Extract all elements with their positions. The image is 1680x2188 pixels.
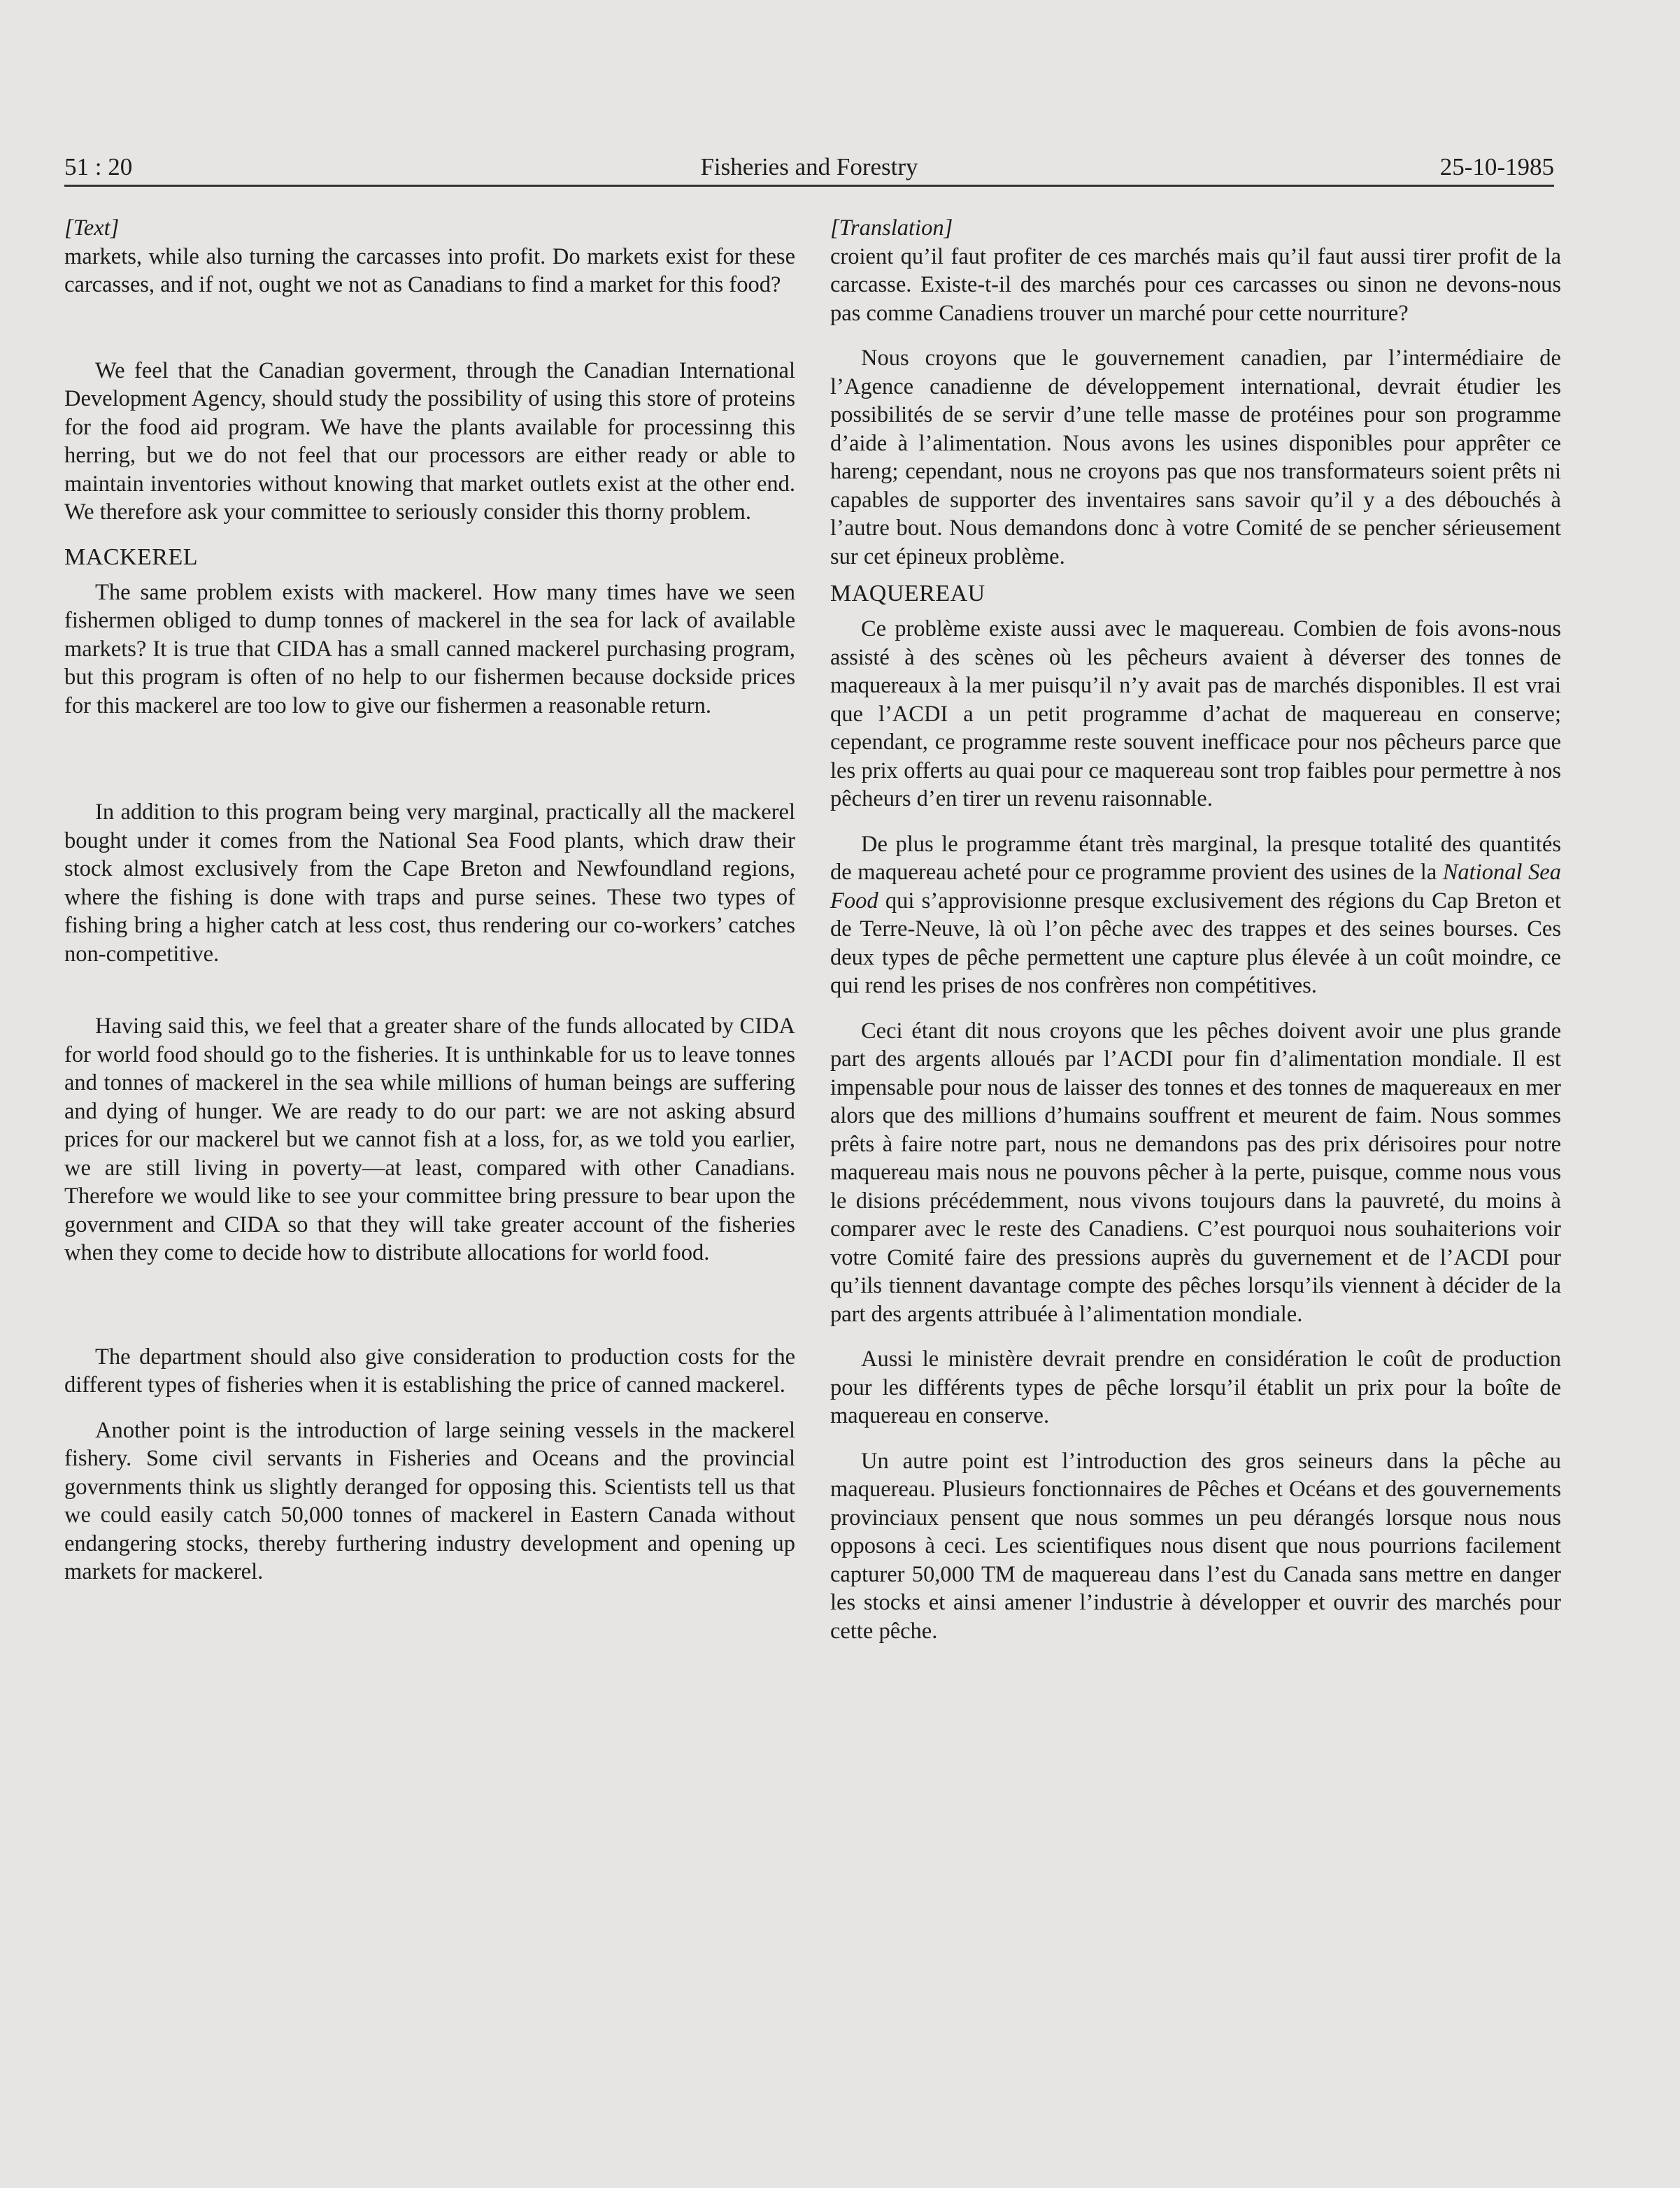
company-name: National Sea Food	[830, 860, 1561, 914]
paragraph: Ce problème existe aussi avec le maquereau. Combien de fois avons-nous assisté à des scènes où les pêcheurs avaient à déverser des tonnes de maquereaux à la mer puisqu’il n’y avait pas de marchés disponibles. Il est vrai que l’ACDI a un petit programme d’achat de maquereau en conserve; cependant, ce programme reste souvent inefficace pour nos pêcheurs parce que les prix offerts au quai pour ce maquereau sont trop faibles pour permettre à nos pêcheurs d’en tirer un revenu raisonnable.	[830, 616, 1561, 811]
page-header	[64, 150, 1554, 185]
french-column	[830, 214, 1561, 1645]
paragraph: croient qu’il faut profiter de ces marchés mais qu’il faut aussi tirer profit de la carcasse. Existe-t-il des marchés pour ces carcasses ou sinon ne devons-nous pas comme Canadiens trouver un marché pour cette nourriture?	[830, 243, 1561, 326]
paragraph: Un autre point est l’introduction des gros seineurs dans la pêche au maquereau. Plusieurs fonctionnaires de Pêches et Océans et des gouvernements provinciaux pensent que nous sommes un peu dérangés lorsque nous nous opposons à ceci. Les scientifiques nous disent que nous pourrions facilement capturer 50,000 TM de maquereau dans l’est du Canada sans mettre en danger les stocks et ainsi amener l’industrie à développer et ouvrir des marchés pour cette pêche.	[830, 1448, 1561, 1644]
paragraph: In addition to this program being very marginal, practically all the mackerel bought under it comes from the National Sea Food plants, which draw their stock almost exclusively from the Cape Breton and Newfoundland regions, where the fishing is done with traps and purse seines. These two types of fishing bring a higher catch at less cost, thus rendering our co-workers’ catches non-competitive.	[64, 800, 795, 967]
publication-title: Fisheries and Forestry	[700, 153, 918, 180]
paragraph: markets, while also turning the carcasses into profit. Do markets exist for these carcasses, and if not, ought we not as Canadians to find a market for this food?	[64, 243, 795, 297]
text-run: qui s’approvisionne presque exclusivement des régions du Cap Breton et de Terre-Neuve, là où l’on pêche avec des trappes et des seines bourses. Ces deux types de pêche permettent une capture plus élevée à un coût moindre, ce qui rend les prises de nos confrères non compétitives.	[830, 888, 1561, 998]
paragraph: We feel that the Canadian goverment, through the Canadian International Development Agency, should study the possibility of using this store of proteins for the food aid program. We have the plants available for processinng this herring, but we do not feel that our processors are either ready or able to maintain inventories without knowing that market outlets exist at the other end. We therefore ask your committee to seriously consider this thorny problem.	[64, 357, 795, 525]
section-heading: MACKEREL	[64, 544, 198, 570]
paragraph: The same problem exists with mackerel. How many times have we seen fishermen obliged to dump tonnes of mackerel in the sea for lack of available markets? It is true that CIDA has a small canned mackerel purchasing program, but this program is often of no help to our fishermen because dockside prices for this mackerel are too low to give our fishermen a reasonable return.	[64, 579, 795, 718]
text-run: De plus le programme étant très marginal, la presque totalité des quantités de maquereau acheté pour ce programme provient des usines de la	[830, 831, 1561, 885]
paragraph: Aussi le ministère devrait prendre en considération le coût de production pour les différents types de pêche lorsqu’il établit un prix pour la boîte de maquereau en conserve.	[830, 1347, 1561, 1428]
paragraph: Ceci étant dit nous croyons que les pêches doivent avoir une plus grande part des argents alloués par l’ACDI pour fin d’alimentation mondiale. Il est impensable pour nous de laisser des tonnes et des tonnes de maquereaux en mer alors que des millions d’humains souffrent et meurent de faim. Nous sommes prêts à faire notre part, nous ne demandons pas des prix dérisoires pour notre maquereau mais nous ne pouvons pêcher à la perte, puisque, comme nous vous le disions précédemment, nous vivons toujours dans la pauvreté, du moins à comparer avec le reste des Canadiens. C’est pourquoi nous souhaiterions voir votre Comité faire des pressions auprès du guvernement et de l’ACDI pour qu’ils tiennent davantage compte des pêches lorsqu’ils viennent à décider de la part des argents attribuée à l’alimentation mondiale.	[830, 1018, 1561, 1327]
paragraph: The department should also give consideration to production costs for the different types of fisheries when it is establishing the price of canned mackerel.	[64, 1344, 795, 1398]
paragraph: Another point is the introduction of large seining vessels in the mackerel fishery. Some civil servants in Fisheries and Oceans and the provincial governments think us slightly deranged for opposing this. Scientists tell us that we could easily catch 50,000 tonnes of mackerel in Eastern Canada without endangering stocks, thereby furthering industry development and opening up markets for mackerel.	[64, 1417, 795, 1584]
page-date: 25-10-1985	[1439, 153, 1554, 180]
english-column	[64, 214, 795, 1586]
header-rule	[64, 185, 1554, 187]
paragraph: Having said this, we feel that a greater share of the funds allocated by CIDA for world food should go to the fisheries. It is unthinkable for us to leave tonnes and tonnes of mackerel in the sea while millions of human beings are suffering and dying of hunger. We are ready to do our part: we are not asking absurd prices for our mackerel but we cannot fish at a loss, for, as we told you earlier, we are still living in poverty—at least, compared with other Canadians. Therefore we would like to see your committee bring pressure to bear upon the government and CIDA so that they will take greater account of the fisheries when they come to decide how to distribute allocations for world food.	[64, 1014, 795, 1265]
page-reference: 51 : 20	[64, 153, 133, 180]
column-label-translation: [Translation]	[830, 215, 953, 241]
section-heading: MAQUEREAU	[830, 581, 985, 606]
paragraph: Nous croyons que le gouvernement canadien, par l’intermédiaire de l’Agence canadienne de développement international, devrait étudier les possibilités de se servir d’une telle masse de protéines pour son programme d’aide à l’alimentation. Nous avons les usines disponibles pour apprêter ce hareng; cependant, nous ne croyons pas que nos transformateurs soient prêts ni capables de supporter des inventaires sans savoir qu’il y a des débouchés à l’autre bout. Nous demandons donc à votre Comité de se pencher sérieusement sur cet épineux problème.	[830, 346, 1561, 569]
column-label-text: [Text]	[64, 215, 120, 241]
paragraph	[830, 830, 1561, 1000]
